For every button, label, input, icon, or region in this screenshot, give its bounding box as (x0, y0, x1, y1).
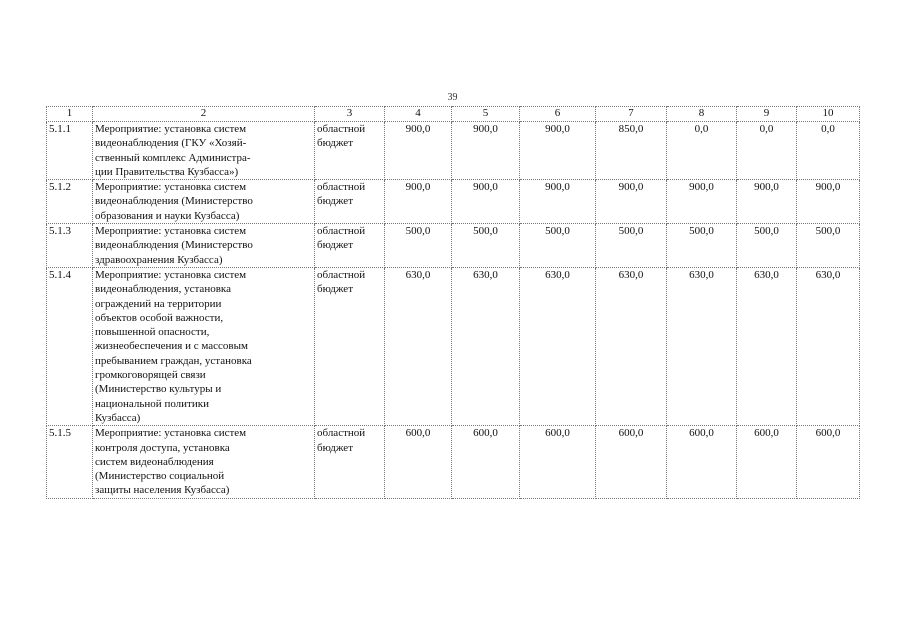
value-cell: 500,0 (797, 224, 860, 268)
value-cell: 900,0 (667, 180, 737, 224)
description-line: национальной политики (95, 397, 209, 410)
value-cell: 500,0 (452, 224, 520, 268)
table-row (47, 267, 860, 425)
description-line: жизнеобеспечения и с массовым (95, 340, 248, 353)
column-header: 8 (667, 107, 737, 122)
value-cell: 600,0 (452, 426, 520, 498)
column-header: 6 (520, 107, 596, 122)
column-header: 2 (93, 107, 315, 122)
row-description (93, 180, 315, 224)
row-funding-source (315, 224, 385, 268)
description-line: пребыванием граждан, установка (95, 354, 252, 367)
column-header: 10 (797, 107, 860, 122)
description-line: видеонаблюдения (Министерство (95, 195, 253, 208)
description-line: защиты населения Кузбасса) (95, 484, 230, 497)
column-header: 9 (737, 107, 797, 122)
value-cell: 900,0 (596, 180, 667, 224)
value-cell: 600,0 (520, 426, 596, 498)
funding-source-line: бюджет (317, 283, 353, 296)
description-line: (Министерство социальной (95, 470, 225, 483)
value-cell: 0,0 (667, 122, 737, 180)
description-line: ции Правительства Кузбасса») (95, 165, 239, 178)
row-code: 5.1.2 (47, 180, 93, 224)
funding-source-line: областной (317, 225, 366, 238)
funding-source-line: областной (317, 123, 366, 135)
description-line: Кузбасса) (95, 411, 141, 424)
table-header (47, 107, 860, 122)
budget-table (46, 106, 860, 499)
description-line: объектов особой важности, (95, 311, 224, 324)
funding-source-line: областной (317, 268, 366, 281)
value-cell: 0,0 (797, 122, 860, 180)
value-cell: 900,0 (797, 180, 860, 224)
funding-source-line: областной (317, 181, 366, 194)
funding-source-line: бюджет (317, 239, 353, 252)
description-line: повышенной опасности, (95, 326, 210, 339)
description-line: Мероприятие: установка систем (95, 123, 247, 135)
funding-source-line: бюджет (317, 441, 353, 454)
table-row (47, 224, 860, 268)
description-line: образования и науки Кузбасса) (95, 209, 240, 222)
value-cell: 630,0 (596, 267, 667, 425)
table-row (47, 122, 860, 180)
description-line: Мероприятие: установка систем (95, 268, 247, 281)
row-funding-source (315, 426, 385, 498)
value-cell: 500,0 (667, 224, 737, 268)
row-funding-source (315, 122, 385, 180)
value-cell: 900,0 (385, 180, 452, 224)
page-number: 39 (447, 92, 458, 103)
value-cell: 850,0 (596, 122, 667, 180)
description-line: Мероприятие: установка систем (95, 181, 247, 194)
value-cell: 600,0 (797, 426, 860, 498)
value-cell: 500,0 (596, 224, 667, 268)
row-funding-source (315, 267, 385, 425)
value-cell: 900,0 (520, 180, 596, 224)
column-header: 5 (452, 107, 520, 122)
row-description (93, 267, 315, 425)
value-cell: 900,0 (737, 180, 797, 224)
description-line: Мероприятие: установка систем (95, 427, 247, 440)
value-cell: 900,0 (520, 122, 596, 180)
row-code: 5.1.3 (47, 224, 93, 268)
description-line: Мероприятие: установка систем (95, 225, 247, 238)
row-code: 5.1.1 (47, 122, 93, 180)
funding-source-line: областной (317, 427, 366, 440)
description-line: систем видеонаблюдения (95, 455, 214, 468)
row-description (93, 426, 315, 498)
row-funding-source (315, 180, 385, 224)
value-cell: 630,0 (797, 267, 860, 425)
value-cell: 630,0 (452, 267, 520, 425)
column-header: 4 (385, 107, 452, 122)
value-cell: 600,0 (737, 426, 797, 498)
description-line: громкоговорящей связи (95, 369, 206, 382)
description-line: видеонаблюдения (ГКУ «Хозяй- (95, 137, 247, 150)
table-body (47, 122, 860, 499)
column-header: 3 (315, 107, 385, 122)
row-code: 5.1.4 (47, 267, 93, 425)
value-cell: 500,0 (737, 224, 797, 268)
value-cell: 630,0 (667, 267, 737, 425)
value-cell: 0,0 (737, 122, 797, 180)
row-description (93, 224, 315, 268)
funding-source-line: бюджет (317, 195, 353, 208)
value-cell: 630,0 (385, 267, 452, 425)
column-header: 1 (47, 107, 93, 122)
value-cell: 900,0 (452, 180, 520, 224)
description-line: ственный комплекс Администра- (95, 151, 251, 164)
value-cell: 600,0 (667, 426, 737, 498)
row-code: 5.1.5 (47, 426, 93, 498)
value-cell: 600,0 (596, 426, 667, 498)
funding-source-line: бюджет (317, 137, 353, 150)
value-cell: 630,0 (520, 267, 596, 425)
value-cell: 500,0 (385, 224, 452, 268)
value-cell: 630,0 (737, 267, 797, 425)
column-header: 7 (596, 107, 667, 122)
description-line: контроля доступа, установка (95, 441, 230, 454)
value-cell: 900,0 (452, 122, 520, 180)
header-row (47, 107, 860, 122)
description-line: здравоохранения Кузбасса) (95, 253, 223, 266)
value-cell: 500,0 (520, 224, 596, 268)
table-row (47, 426, 860, 498)
description-line: видеонаблюдения, установка (95, 283, 231, 296)
description-line: (Министерство культуры и (95, 383, 222, 396)
description-line: видеонаблюдения (Министерство (95, 239, 253, 252)
table-row (47, 180, 860, 224)
value-cell: 600,0 (385, 426, 452, 498)
description-line: ограждений на территории (95, 297, 222, 310)
value-cell: 900,0 (385, 122, 452, 180)
row-description (93, 122, 315, 180)
